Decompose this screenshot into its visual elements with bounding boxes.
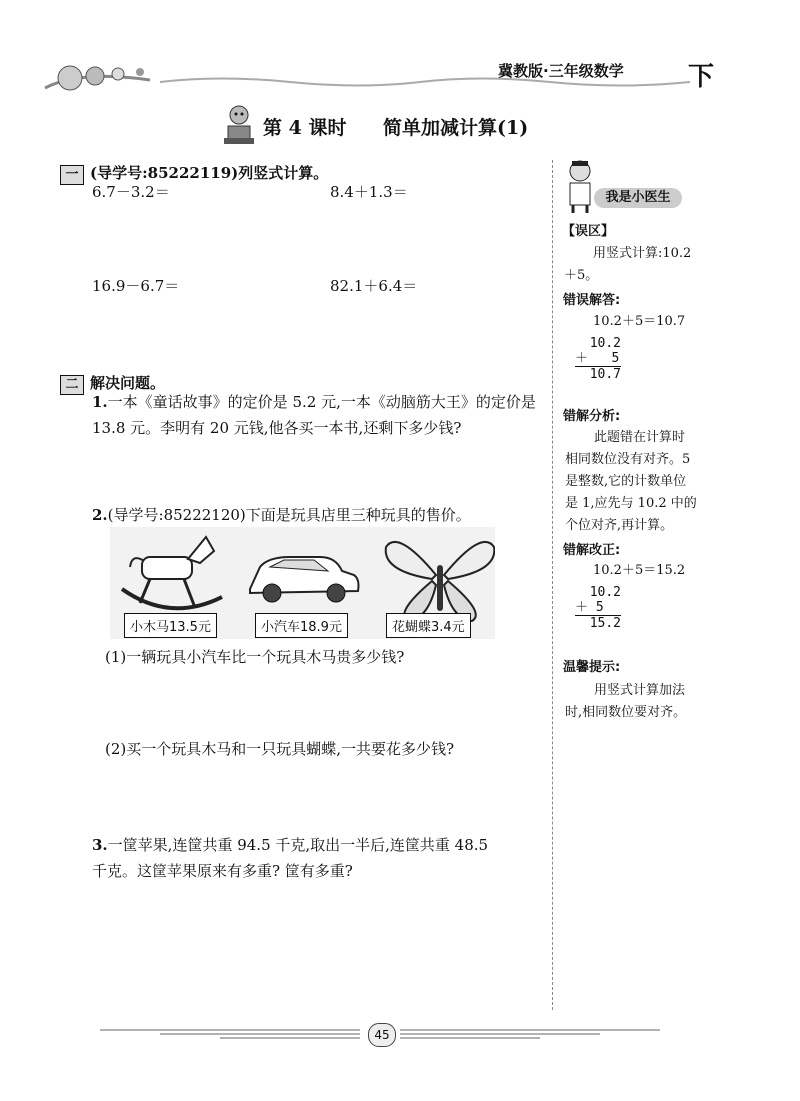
correct-v1: 10.2	[589, 585, 621, 600]
mistake-label: 【误区】	[562, 224, 615, 239]
q2-sub2: (2)买一个玩具木马和一只玩具蝴蝶,一共要花多少钱?	[105, 740, 455, 758]
q3-number: 3.	[92, 836, 108, 854]
price-toy-car: 小汽车18.9元	[255, 613, 348, 638]
doctor-mascot-icon	[563, 158, 597, 214]
page-number	[368, 1023, 396, 1047]
header-edition: 冀教版·三年级数学	[498, 62, 624, 80]
question-3	[92, 832, 542, 884]
correct-v2: ＋ 5	[575, 600, 621, 616]
logo-icon	[40, 50, 160, 100]
header-logo	[40, 50, 160, 100]
tip-line2: 时,相同数位要对齐。	[565, 705, 687, 720]
butterfly-icon	[386, 542, 495, 621]
mascot-icon	[222, 104, 256, 146]
doctor-banner	[594, 188, 682, 208]
wrong-label: 错误解答:	[563, 293, 621, 308]
tip-label: 温馨提示:	[563, 660, 621, 675]
sidebar-divider	[552, 160, 553, 1010]
page-number-text: 45	[374, 1028, 390, 1042]
toy-car-icon	[250, 557, 359, 602]
correct-vertical-calc	[575, 585, 621, 631]
analysis-line-5: 个位对齐,再计算。	[565, 518, 674, 533]
lesson-title: 简单加减计算(1)	[383, 117, 529, 139]
problem-1: 6.7－3.2＝	[92, 183, 170, 201]
wrong-v3: 10.7	[589, 367, 621, 382]
problem-3: 16.9－6.7＝	[92, 277, 180, 295]
section2-heading: 解决问题。	[90, 374, 166, 392]
rocking-horse-icon	[122, 537, 222, 608]
mistake-line1: 用竖式计算:10.2	[593, 246, 692, 261]
analysis-label: 错解分析:	[563, 409, 621, 424]
wrong-v1: 10.2	[589, 336, 621, 351]
wrong-vertical-calc	[575, 336, 621, 382]
correct-equation: 10.2＋5＝15.2	[593, 563, 686, 578]
analysis-line-4: 是 1,应先与 10.2 中的	[565, 496, 697, 511]
correct-label: 错解改正:	[563, 543, 621, 558]
section1-badge: 一	[60, 165, 84, 185]
q1-number: 1.	[92, 393, 108, 411]
q2-number: 2.	[92, 506, 108, 524]
mistake-line2: ＋5。	[564, 268, 599, 283]
section2-badge: 二	[60, 375, 84, 395]
header-volume: 下	[688, 62, 715, 92]
doctor-banner-label: 我是小医生	[605, 190, 671, 205]
wrong-equation: 10.2＋5＝10.7	[593, 314, 686, 329]
q3-line1: 一筐苹果,连筐共重 94.5 千克,取出一半后,连筐共重 48.5	[107, 836, 489, 854]
analysis-line-3: 是整数,它的计数单位	[565, 474, 687, 489]
question-1	[92, 389, 542, 441]
q3-line2: 千克。这筐苹果原来有多重? 筐有多重?	[92, 862, 353, 880]
price-rocking-horse: 小木马13.5元	[124, 613, 217, 638]
problem-2: 8.4＋1.3＝	[330, 183, 408, 201]
lesson-label: 第 4 课时	[263, 117, 347, 139]
q2-text: (导学号:85222120)下面是玩具店里三种玩具的售价。	[107, 506, 471, 524]
q1-line1: 一本《童话故事》的定价是 5.2 元,一本《动脑筋大王》的定价是	[107, 393, 536, 411]
analysis-line-2: 相同数位没有对齐。5	[565, 452, 691, 467]
price-butterfly: 花蝴蝶3.4元	[386, 613, 471, 638]
section1-instruction: (导学号:85222119)列竖式计算。	[90, 164, 329, 182]
wrong-v2: ＋ 5	[575, 351, 620, 366]
question-2	[92, 502, 542, 528]
correct-v3: 15.2	[589, 616, 621, 631]
analysis-line-1: 此题错在计算时	[594, 430, 686, 445]
problem-4: 82.1＋6.4＝	[330, 277, 418, 295]
q2-sub1: (1)一辆玩具小汽车比一个玩具木马贵多少钱?	[105, 648, 405, 666]
tip-line1: 用竖式计算加法	[594, 683, 686, 698]
q1-line2: 13.8 元。李明有 20 元钱,他各买一本书,还剩下多少钱?	[92, 419, 462, 437]
